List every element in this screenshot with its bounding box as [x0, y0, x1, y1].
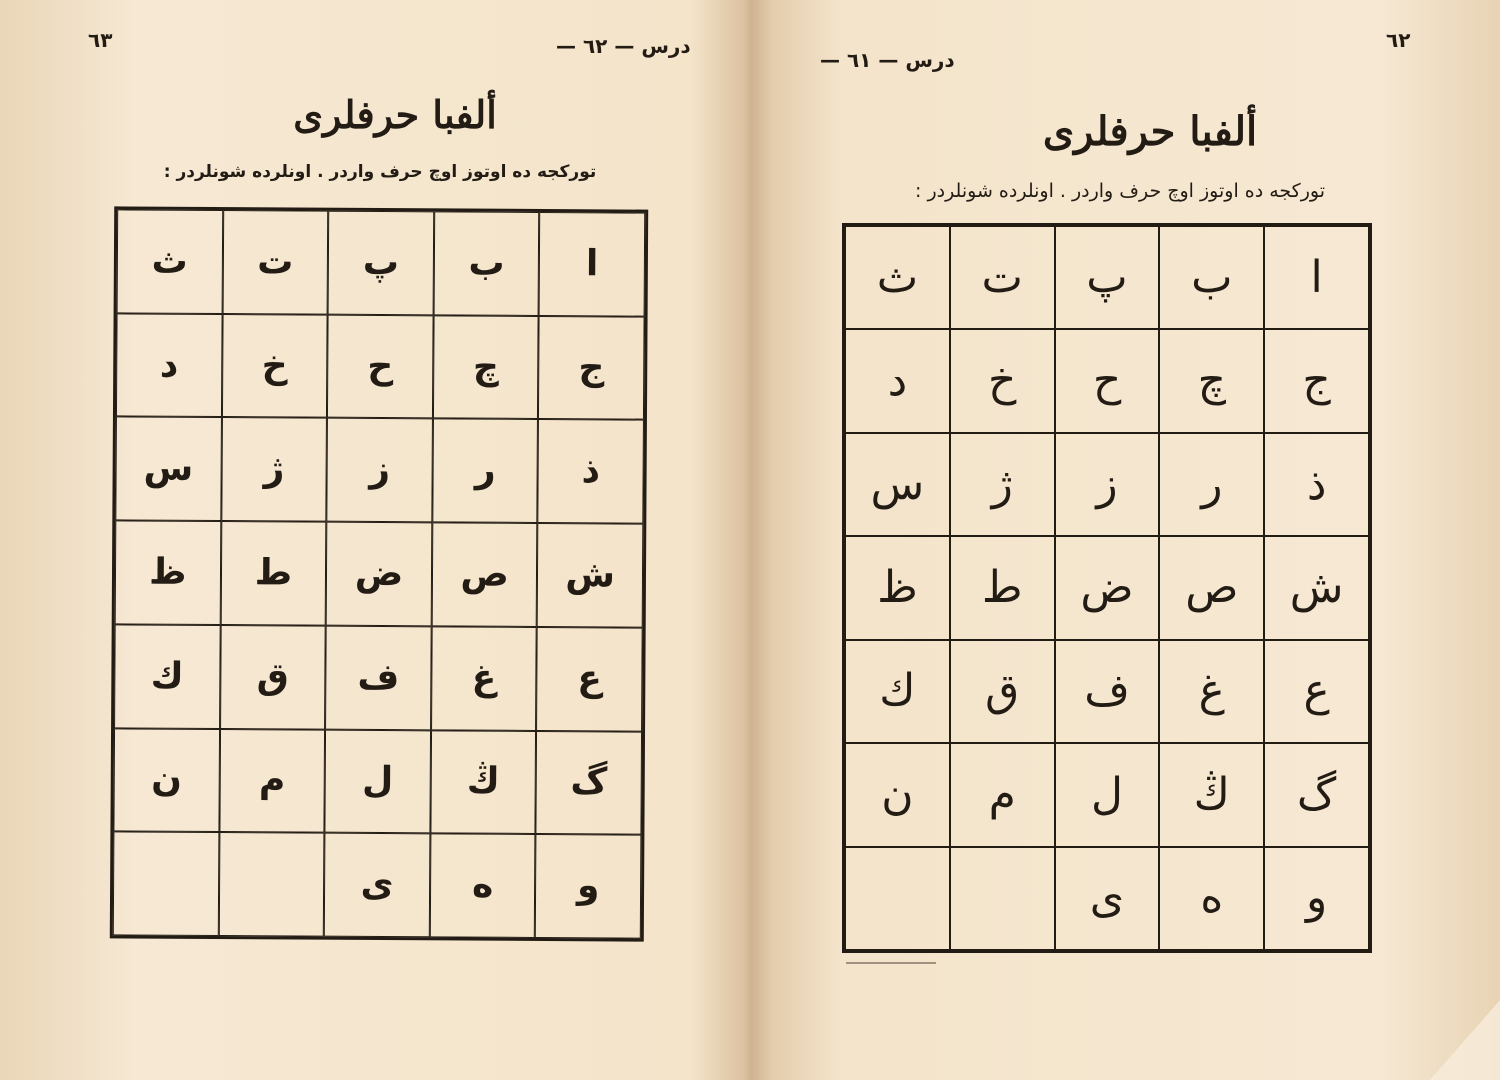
- letter-cell: ظ: [115, 521, 221, 625]
- letter-cell: ش: [1264, 536, 1369, 639]
- letter-cell: م: [219, 729, 325, 833]
- letter-cell: ج: [1264, 329, 1369, 432]
- letter-cell: ا: [539, 212, 645, 316]
- letter-cell: ڭ: [430, 730, 536, 834]
- letter-cell: ض: [1055, 536, 1160, 639]
- letter-cell: و: [1264, 847, 1369, 950]
- letter-cell: چ: [433, 315, 539, 419]
- letter-cell: ط: [220, 521, 326, 625]
- letter-cell: [218, 832, 324, 936]
- letter-cell: ر: [1159, 433, 1264, 536]
- letter-cell: ف: [325, 626, 431, 730]
- right-page-number: ٦٢: [1386, 28, 1411, 52]
- letter-cell: ل: [325, 729, 431, 833]
- left-page-title: ألفبا حرفلری: [293, 92, 497, 137]
- left-page-number: ٦٣: [88, 28, 113, 52]
- letter-cell: [950, 847, 1055, 950]
- letter-cell: ز: [1055, 433, 1160, 536]
- letter-cell: ض: [326, 522, 432, 626]
- letter-cell: [845, 847, 950, 950]
- left-page-subtitle: تورکجه ده اوتوز اوچ حرف واردر . اونلرده شونلردر :: [163, 162, 597, 182]
- letter-cell: س: [115, 417, 221, 521]
- letter-cell: و: [535, 834, 641, 938]
- letter-cell: ن: [113, 728, 219, 832]
- letter-cell: ه: [430, 834, 536, 938]
- letter-cell: خ: [950, 329, 1055, 432]
- letter-cell: ع: [536, 627, 642, 731]
- letter-cell: گ: [536, 731, 642, 835]
- letter-cell: ك: [114, 624, 220, 728]
- letter-cell: د: [116, 313, 222, 417]
- letter-cell: ح: [1055, 329, 1160, 432]
- letter-cell: ڭ: [1159, 743, 1264, 846]
- letter-cell: ص: [431, 522, 537, 626]
- letter-cell: ى: [1055, 847, 1160, 950]
- letter-cell: ج: [538, 316, 644, 420]
- letter-cell: غ: [431, 626, 537, 730]
- letter-cell: ت: [222, 210, 328, 314]
- letter-cell: ط: [950, 536, 1055, 639]
- letter-cell: م: [950, 743, 1055, 846]
- right-running-head: درس — ٦١ —: [820, 48, 955, 72]
- letter-cell: چ: [1159, 329, 1264, 432]
- letter-cell: ق: [220, 625, 326, 729]
- letter-cell: خ: [222, 314, 328, 418]
- letter-cell: [113, 832, 219, 936]
- letter-cell: ب: [433, 211, 539, 315]
- letter-cell: ش: [537, 523, 643, 627]
- letter-cell: ص: [1159, 536, 1264, 639]
- letter-cell: ز: [327, 418, 433, 522]
- footer-rule: [846, 962, 936, 964]
- letter-cell: ك: [845, 640, 950, 743]
- letter-cell: پ: [1055, 226, 1160, 329]
- right-page-subtitle: تورکجه ده اوتوز اوچ حرف واردر . اونلرده شونلردر :: [915, 180, 1325, 202]
- letter-cell: پ: [328, 211, 434, 315]
- letter-cell: س: [845, 433, 950, 536]
- right-page: [750, 0, 1500, 1080]
- letter-cell: ژ: [221, 417, 327, 521]
- letter-cell: ه: [1159, 847, 1264, 950]
- letter-cell: ق: [950, 640, 1055, 743]
- letter-cell: ذ: [538, 419, 644, 523]
- letter-cell: ا: [1264, 226, 1369, 329]
- letter-cell: غ: [1159, 640, 1264, 743]
- right-alphabet-table: [842, 223, 1372, 953]
- letter-cell: ل: [1055, 743, 1160, 846]
- right-page-title: ألفبا حرفلری: [1042, 108, 1258, 155]
- letter-cell: ث: [117, 209, 223, 313]
- page-corner: [1430, 1000, 1500, 1080]
- letter-cell: ب: [1159, 226, 1264, 329]
- letter-cell: ح: [327, 314, 433, 418]
- letter-cell: ن: [845, 743, 950, 846]
- letter-cell: ظ: [845, 536, 950, 639]
- left-alphabet-table: [110, 206, 648, 941]
- letter-cell: ى: [324, 833, 430, 937]
- left-running-head: درس — ٦٢ —: [556, 34, 691, 58]
- letter-cell: ذ: [1264, 433, 1369, 536]
- letter-cell: ژ: [950, 433, 1055, 536]
- letter-cell: ع: [1264, 640, 1369, 743]
- letter-cell: د: [845, 329, 950, 432]
- letter-cell: ت: [950, 226, 1055, 329]
- letter-cell: ث: [845, 226, 950, 329]
- letter-cell: ر: [432, 419, 538, 523]
- letter-cell: ف: [1055, 640, 1160, 743]
- letter-cell: گ: [1264, 743, 1369, 846]
